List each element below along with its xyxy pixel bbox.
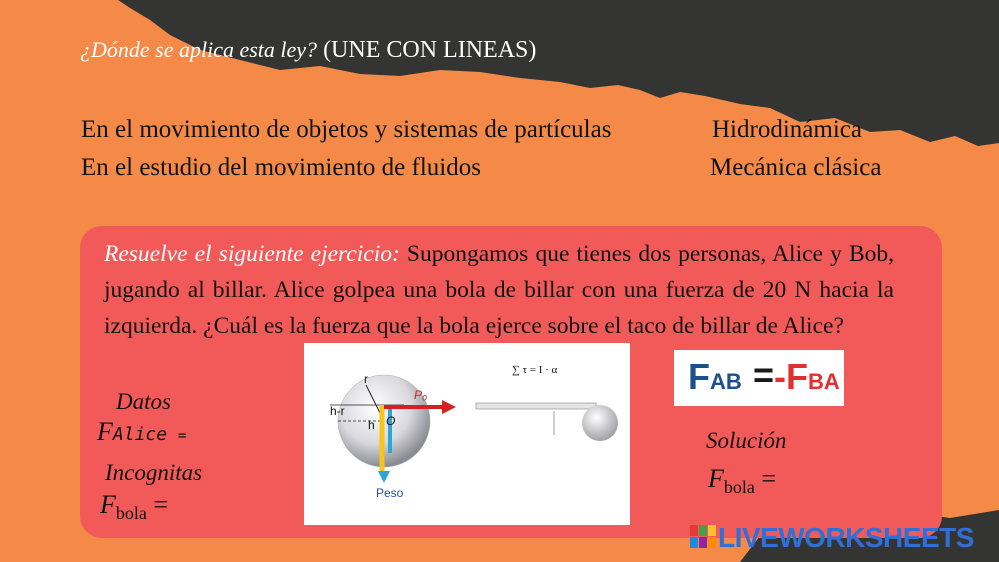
question-title-lead: ¿Dónde se aplica esta ley? — [80, 37, 318, 62]
question-title-instruction: (UNE CON LINEAS) — [323, 37, 537, 63]
solution-answer-field[interactable] — [800, 470, 900, 496]
billiard-diagram — [304, 343, 630, 525]
exercise-statement: Supongamos que tienes dos personas, Alice y Bob, jugando al billar. Alice golpea una bola de billar con una fuerza de 20 N hacia la izquierda. ¿Cuál es la fuerza que la bola ejerce sobre el taco de billar de Alice? — [104, 241, 894, 339]
match-left-item-2[interactable]: En el estudio del movimiento de fluidos — [81, 154, 481, 181]
f-alice-subscript: Alice — [112, 424, 168, 445]
solucion-label: Solución — [706, 428, 787, 453]
f-bola-subscript: bola — [115, 503, 147, 524]
match-left-item-1[interactable]: En el movimiento de objetos y sistemas de partículas — [81, 116, 612, 143]
label-torque-sum: ∑ τ = I · α — [512, 364, 558, 376]
label-p0: P₀ — [414, 388, 428, 402]
brand-name: LIVEWORKSHEETS — [718, 522, 974, 553]
exercise-lead: Resuelve el siguiente ejercicio: — [104, 241, 400, 267]
formula-f-ab: FAB — [688, 356, 742, 397]
incognitas-label: Incognitas — [105, 460, 203, 485]
f-bola-solution-subscript: bola — [723, 477, 755, 498]
f-bola-symbol: F — [100, 490, 116, 519]
question-title — [80, 37, 536, 64]
match-right-item-1[interactable]: Hidrodinámica — [712, 116, 862, 143]
label-h-r: h-r — [330, 404, 345, 418]
f-bola-solution — [708, 464, 776, 498]
f-bola-equals: = — [153, 490, 169, 519]
label-r: r — [364, 372, 368, 386]
formula-f-ba: -FBA — [774, 356, 840, 397]
label-h: h — [368, 418, 375, 432]
f-bola-solution-symbol: F — [708, 464, 724, 493]
formula-equals: = — [753, 354, 775, 395]
match-right-item-2[interactable]: Mecánica clásica — [710, 154, 882, 181]
f-alice-expression — [97, 417, 186, 447]
newton-third-law-formula — [674, 350, 844, 406]
f-alice-symbol: F — [97, 417, 113, 446]
f-alice-answer-field[interactable] — [212, 428, 292, 430]
billiard-diagram-image — [304, 343, 630, 525]
datos-label: Datos — [116, 389, 171, 414]
f-bola-solution-equals: = — [761, 464, 777, 493]
f-bola-unknown — [100, 490, 168, 524]
liveworksheets-logo-icon — [690, 525, 716, 549]
f-alice-equals: = — [177, 428, 187, 444]
label-peso: Peso — [376, 486, 404, 500]
exercise-text — [104, 236, 894, 344]
label-o: O — [386, 414, 396, 428]
